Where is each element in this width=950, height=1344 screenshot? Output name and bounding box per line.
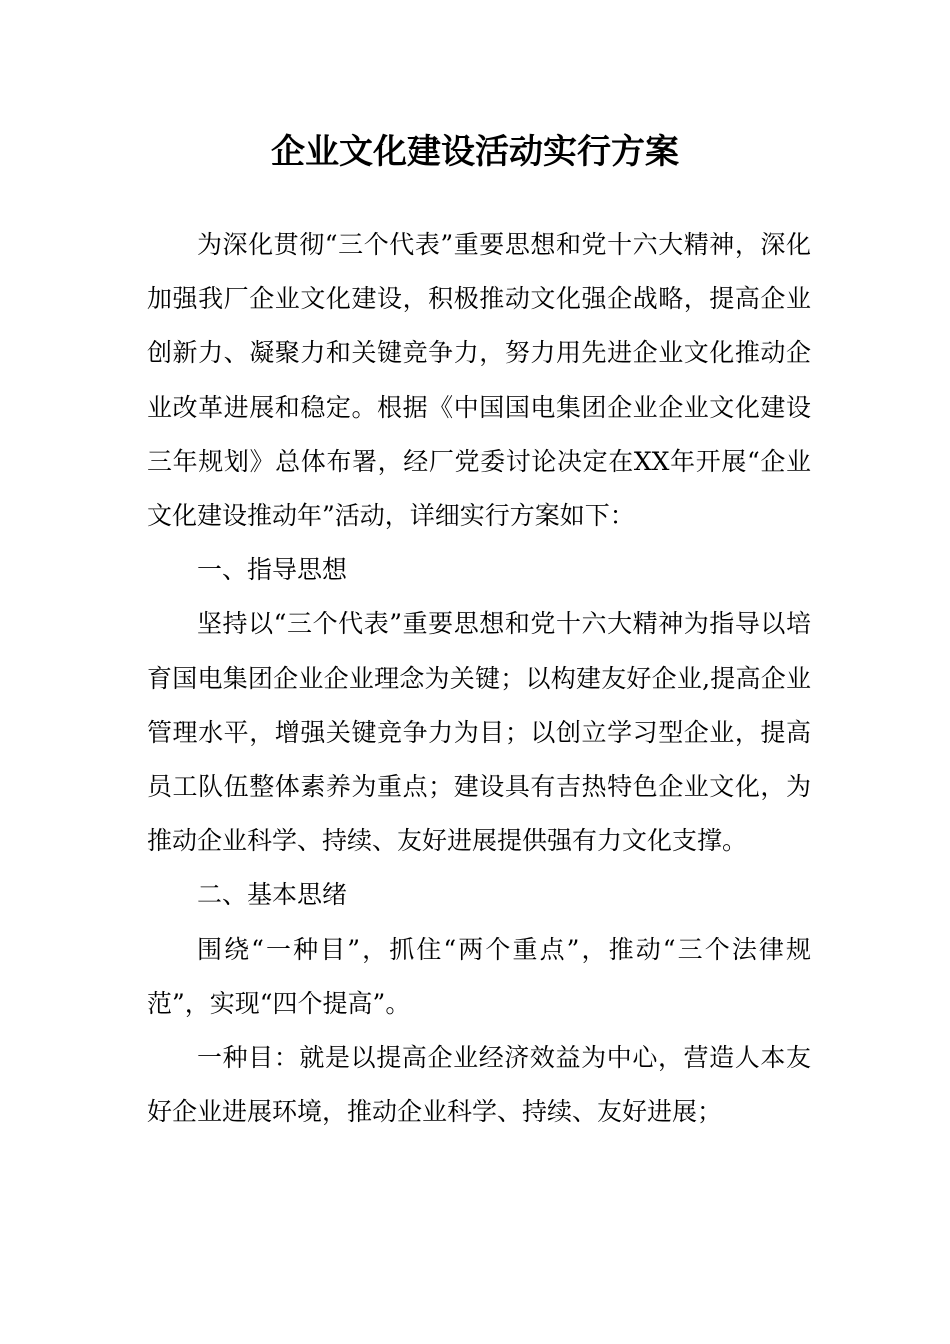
paragraph-guiding-ideology: 坚持以“三个代表”重要思想和党十六大精神为指导以培育国电集团企业企业理念为关键；以构建友好企业,提高企业管理水平，增强关键竞争力为目；以创立学习型企业，提高员工队伍整体素养为重点；建设具有吉热特色企业文化，为推动企业科学、持续、友好进展提供强有力文化支撑。 [147, 609, 811, 856]
paragraph-intro: 为深化贯彻“三个代表”重要思想和党十六大精神，深化加强我厂企业文化建设，积极推动文化强企战略，提高企业创新力、凝聚力和关键竞争力，努力用先进企业文化推动企业改革进展和稳定。根据《中国国电集团企业企业文化建设三年规划》总体布署，经厂党委讨论决定在XX年开展“企业文化建设推动年”活动，详细实行方案如下： [147, 230, 811, 531]
document-title: 企业文化建设活动实行方案 [271, 132, 679, 172]
paragraph-basic-approach: 围绕“一种目”，抓住“两个重点”，推动“三个法律规范”，实现“四个提高”。 [147, 934, 811, 1018]
section-heading-basic-approach: 二、基本思绪 [197, 880, 348, 910]
paragraph-one-goal: 一种目：就是以提高企业经济效益为中心，营造人本友好企业进展环境，推动企业科学、持续、友好进展； [147, 1043, 811, 1127]
document-body [147, 218, 811, 1139]
section-heading-guiding-ideology: 一、指导思想 [197, 555, 348, 585]
